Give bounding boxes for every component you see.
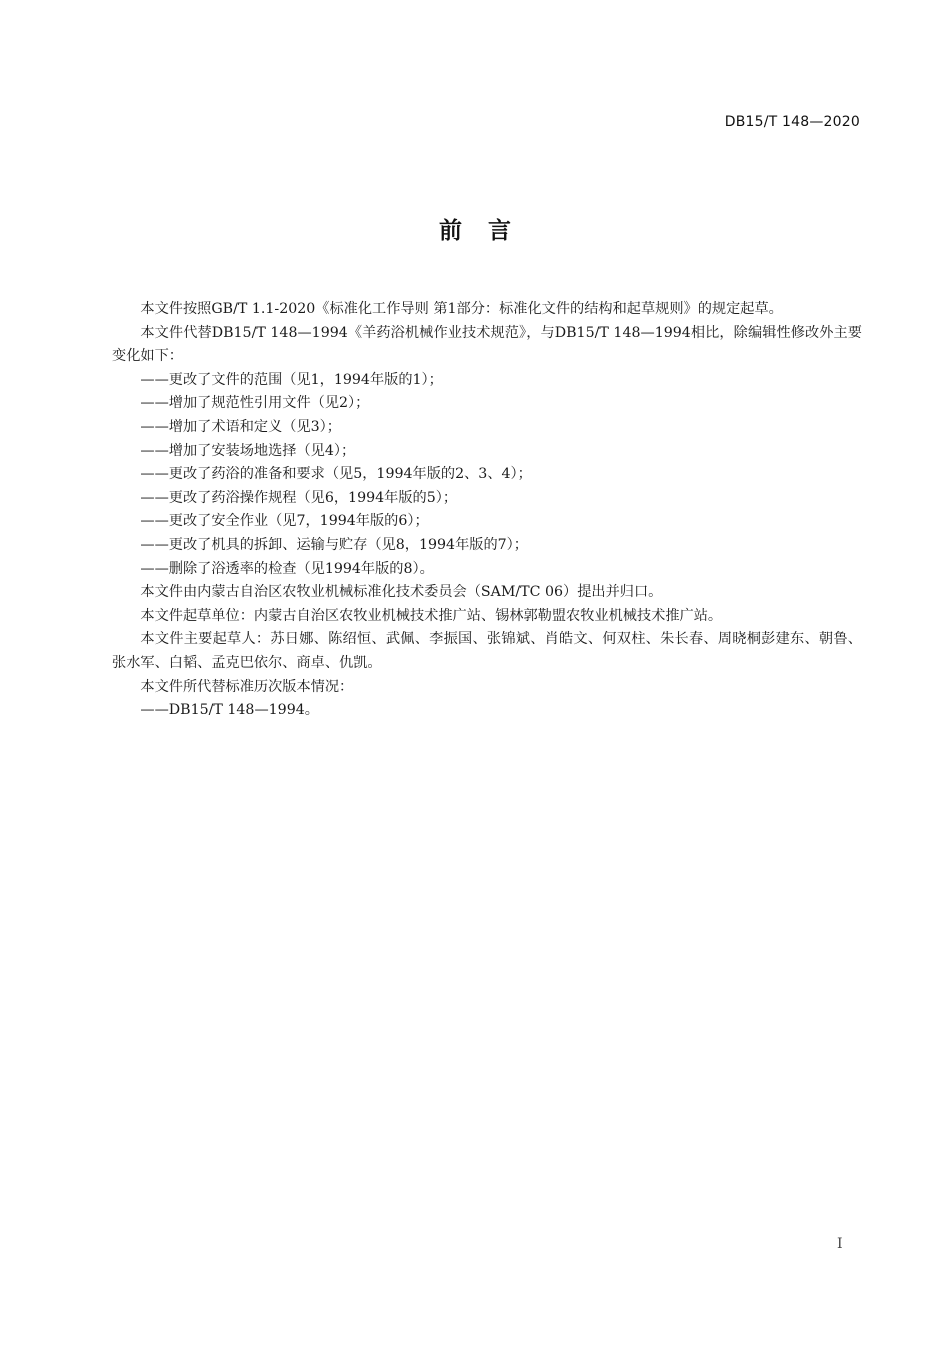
- paragraph-drafting-rules: 本文件按照GB/T 1.1-2020《标准化工作导则 第1部分：标准化文件的结构和起草规则》的规定起草。: [140, 301, 783, 317]
- document-body: [112, 298, 862, 723]
- change-item: ——更改了文件的范围（见1，1994年版的1）；: [140, 371, 443, 388]
- paragraph-replacement: 本文件代替DB15/T 148—1994《羊药浴机械作业技术规范》，与DB15/T 148—1994相比，除编辑性修改外主要变化如下：: [112, 324, 862, 365]
- paragraph-drafting-units: 本文件起草单位：内蒙古自治区农牧业机械技术推广站、锡林郭勒盟农牧业机械技术推广站。: [140, 607, 723, 624]
- change-item: ——删除了浴透率的检查（见1994年版的8）。: [140, 560, 434, 577]
- paragraph-proposer: 本文件由内蒙古自治区农牧业机械标准化技术委员会（SAM/TC 06）提出并归口。: [140, 584, 663, 601]
- paragraph-history-intro: 本文件所代替标准历次版本情况：: [140, 678, 354, 695]
- page-number: I: [837, 1236, 843, 1252]
- change-item: ——增加了安装场地选择（见4）；: [140, 442, 356, 459]
- history-item: ——DB15/T 148—1994。: [140, 702, 319, 719]
- standard-code-header: DB15/T 148—2020: [724, 114, 860, 130]
- change-item: ——增加了规范性引用文件（见2）；: [140, 395, 370, 412]
- change-item: ——更改了药浴操作规程（见6，1994年版的5）；: [140, 489, 458, 506]
- change-item: ——更改了安全作业（见7，1994年版的6）；: [140, 513, 429, 530]
- page-title: 前言: [439, 218, 537, 244]
- change-item: ——增加了术语和定义（见3）；: [140, 418, 341, 435]
- paragraph-drafters: 本文件主要起草人：苏日娜、陈绍恒、武佩、李振国、张锦斌、肖皓文、何双柱、朱长春、周晓桐彭建东、朝鲁、张水军、白韬、孟克巴依尔、商卓、仇凯。: [112, 631, 862, 671]
- change-item: ——更改了机具的拆卸、运输与贮存（见8，1994年版的7）；: [140, 536, 528, 553]
- change-item: ——更改了药浴的准备和要求（见5，1994年版的2、3、4）；: [140, 466, 532, 483]
